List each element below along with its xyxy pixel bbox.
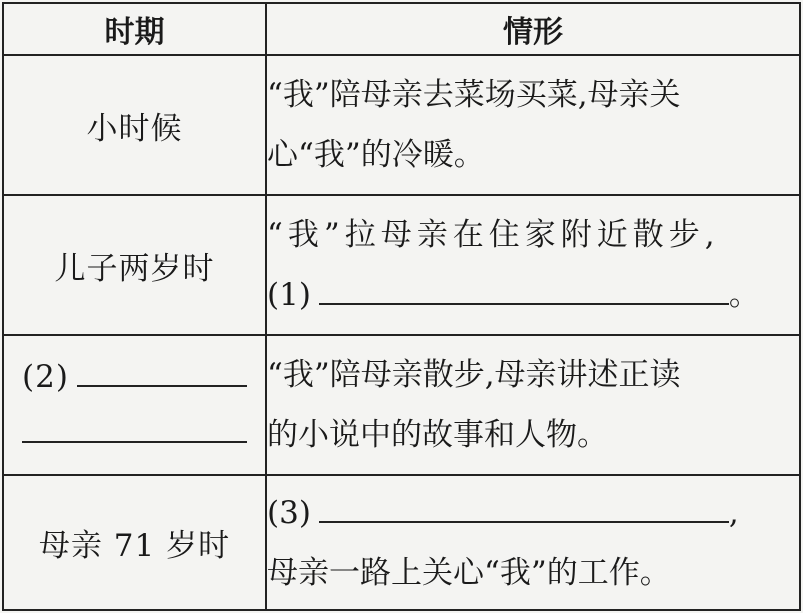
table-row [3, 195, 800, 335]
blank-label: (2) [22, 359, 69, 395]
blank-end-punct: 。 [728, 277, 760, 313]
header-situation: 情形 [266, 3, 800, 55]
answer-line-2b [4, 405, 265, 461]
answer-line-3 [267, 483, 799, 543]
situation-cell [266, 335, 800, 475]
situation-line: 母亲一路上关心“我”的工作。 [267, 554, 671, 591]
situation-cell [266, 195, 800, 335]
situation-cell [266, 475, 800, 610]
table-row [3, 55, 800, 195]
answer-blank-2b[interactable] [22, 415, 247, 443]
period-cell: 儿子两岁时 [3, 195, 266, 335]
situation-line: “我”拉母亲在住家附近散步, [267, 217, 720, 253]
period-cell: 母亲 71 岁时 [3, 475, 266, 610]
blank-label: (3) [267, 494, 311, 531]
period-cell: 小时候 [3, 55, 266, 195]
situation-line: 心“我”的冷暖。 [267, 137, 485, 173]
info-table [2, 2, 801, 611]
period-cell [3, 335, 266, 475]
blank-label: (1) [267, 277, 311, 313]
answer-blank-1[interactable] [319, 277, 729, 305]
situation-cell [266, 55, 800, 195]
answer-line-1 [267, 265, 799, 325]
answer-line-2 [4, 349, 265, 405]
situation-line: “我”陪母亲散步,母亲讲述正读 [267, 357, 681, 393]
header-period: 时期 [3, 3, 266, 55]
answer-blank-3[interactable] [319, 495, 729, 523]
answer-blank-2a[interactable] [77, 359, 247, 387]
table-row [3, 475, 800, 610]
situation-line: 的小说中的故事和人物。 [267, 417, 608, 453]
situation-line: “我”陪母亲去菜场买菜,母亲关 [267, 77, 681, 113]
blank-end-punct: , [728, 494, 739, 531]
table-row [3, 335, 800, 475]
table-header-row [3, 3, 800, 55]
